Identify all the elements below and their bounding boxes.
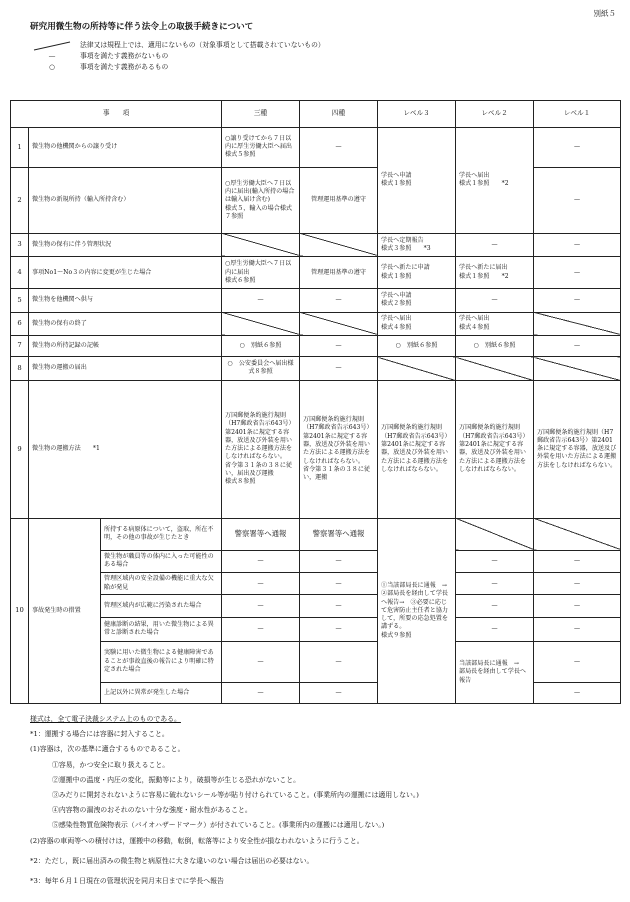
not-applicable-cell <box>534 312 621 335</box>
circle-symbol: ○ <box>49 63 55 71</box>
table-row <box>11 550 621 572</box>
row-label: 事故発生時の措置 <box>29 518 101 703</box>
note-item: ⑤感染性物質危険物表示（バイオハザードマーク）が付されていること。(事業所内の運搬には適用しない。) <box>52 821 385 830</box>
procedure-table <box>10 100 621 704</box>
table-row <box>11 312 621 335</box>
row-label: 微生物の運搬方法 *1 <box>29 380 222 518</box>
level2-cell: — <box>456 233 534 256</box>
level1-cell: — <box>534 573 621 595</box>
class3-cell: — <box>222 617 300 641</box>
class4-cell: 警察署等へ通報 <box>300 518 378 550</box>
class3-cell: — <box>222 682 300 703</box>
class3-cell: 警察署等へ通報 <box>222 518 300 550</box>
note-1: *1：運搬する場合には容器に封入すること。 <box>30 730 169 739</box>
level2-cell: 学長へ届出 様式１参照 *2 <box>456 127 534 233</box>
page-label: 別紙５ <box>593 9 616 18</box>
class3-cell: ○ 別紙６参照 <box>222 335 300 356</box>
level1-cell: — <box>534 167 621 233</box>
header-level1: レベル１ <box>534 101 621 128</box>
class4-cell: — <box>300 573 378 595</box>
level1-cell: — <box>534 233 621 256</box>
legend-text: 事項を満たす義務があるもの <box>80 63 169 71</box>
level3-cell: 学長へ届出 様式４参照 <box>378 312 456 335</box>
row-number: 3 <box>11 233 29 256</box>
class4-cell: — <box>300 550 378 572</box>
header-level3: レベル３ <box>378 101 456 128</box>
header-item: 事 項 <box>11 101 222 128</box>
level2-cell: — <box>456 617 534 641</box>
row-label: 微生物の保有の終了 <box>29 312 222 335</box>
row-number: 9 <box>11 380 29 518</box>
legend-text: 法律又は規程上では、適用にないもの（対象事項として搭載されていないもの） <box>80 41 325 49</box>
note-item: ④内容物の漏洩のおそれのない十分な強度・耐水性があること。 <box>52 806 252 815</box>
level3-cell: 学長へ新たに申請 様式１参照 <box>378 257 456 289</box>
row-number: 8 <box>11 357 29 380</box>
level3-cell: ①当該部局長に通報 → ②部局長を経由して学長へ報告→ ③必要に応じて危害防止主任者と協力して，所要の応急処置を講ずる。 様式９参照 <box>378 518 456 703</box>
dash-symbol: — <box>48 52 56 60</box>
not-applicable-cell <box>456 518 534 550</box>
legend-row-obligation <box>30 62 325 73</box>
class3-cell: — <box>222 550 300 572</box>
class3-cell: ○厚生労働大臣へ７日以内に届出(輸入所持の場合は輸入届け含む) 様式５，輸入の場合様式７参照 <box>222 167 300 233</box>
class4-cell: 管理運用基準の遵守 <box>300 167 378 233</box>
legend-text: 事項を満たす義務がないもの <box>80 52 169 60</box>
class4-cell: — <box>300 595 378 617</box>
legend-row-no-obligation <box>30 51 325 62</box>
not-applicable-cell <box>378 357 456 380</box>
row-number: 2 <box>11 167 29 233</box>
note-1-loading: (2)容器の車両等への積付けは，運搬中の移動，転倒，転落等により安全性が損なわれないように行うこと。 <box>30 836 364 845</box>
table-row <box>11 617 621 641</box>
table-row <box>11 642 621 682</box>
level1-cell: — <box>534 595 621 617</box>
table-row <box>11 518 621 550</box>
header-row <box>11 101 621 128</box>
level3-cell: ○ 別紙６参照 <box>378 335 456 356</box>
row-number: 6 <box>11 312 29 335</box>
table-row <box>11 289 621 312</box>
sub-row-label: 管理区域内が広範に汚染された場合 <box>101 595 222 617</box>
document-title: 研究用微生物の所持等に伴う法令上の取扱手続きについて <box>30 22 254 32</box>
class4-cell: — <box>300 289 378 312</box>
class3-cell: — <box>222 289 300 312</box>
class3-cell: ○譲り受けてから７日以内に厚生労働大臣へ届出 様式５参照 <box>222 127 300 167</box>
note-item: ①容易，かつ安全に取り扱えること。 <box>52 760 170 769</box>
not-applicable-cell <box>300 312 378 335</box>
notes <box>30 712 625 889</box>
note-item: ②運搬中の温度・内圧の変化，振動等により，破損等が生じる恐れがないこと。 <box>52 775 301 784</box>
table-row <box>11 127 621 167</box>
row-label: 微生物の新規所持（輸入所持含む） <box>29 167 222 233</box>
legend-row-not-applicable <box>30 40 325 51</box>
header-class3: 三種 <box>222 101 300 128</box>
level1-cell: — <box>534 335 621 356</box>
level1-cell: 万国郵便条約施行規則（H7郵政省告示643号）第2401条に規定する容器，放送及び外装を用いた方法による運搬方法をしなければならない。 <box>534 380 621 518</box>
level3-cell: 学長へ定期報告 様式３参照 *3 <box>378 233 456 256</box>
header-class4: 四種 <box>300 101 378 128</box>
class3-cell: — <box>222 595 300 617</box>
not-applicable-cell <box>300 233 378 256</box>
note-2: *2：ただし，既に届出済みの微生物と病原性に大きな違いのない場合は届出の必要はない。 <box>30 856 314 865</box>
note-1-container: (1)容器は，次の基準に適合するものであること。 <box>30 745 185 754</box>
class4-cell: — <box>300 682 378 703</box>
row-number: 7 <box>11 335 29 356</box>
level2-cell: 学長へ新たに届出 様式１参照 *2 <box>456 257 534 289</box>
note-item: ③みだりに開封されないように容易に破れないシール等が貼り付けられていること。(事業所内の運搬には適用しない。) <box>52 791 419 800</box>
not-applicable-cell <box>534 518 621 550</box>
level1-cell: — <box>534 550 621 572</box>
sub-row-label: 上記以外に異常が発生した場合 <box>101 682 222 703</box>
class4-cell: — <box>300 642 378 682</box>
table-row <box>11 233 621 256</box>
sub-row-label: 実験に用いた微生物による健康障害であることが事故直後の報告により明確に特定された場合 <box>101 642 222 682</box>
table-row <box>11 257 621 289</box>
row-label: 微生物の他機関からの譲り受け <box>29 127 222 167</box>
level2-cell: ○ 別紙６参照 <box>456 335 534 356</box>
level2-cell: 万国郵便条約施行規則（H7郵政省告示643号）第2401条に規定する容器，放送及び外装を用いた方法による運搬方法をしなければならない。 <box>456 380 534 518</box>
row-label: 微生物の保有に伴う管理状況 <box>29 233 222 256</box>
level2-cell: — <box>456 595 534 617</box>
row-number: 4 <box>11 257 29 289</box>
class3-cell: ○厚生労働大臣へ７日以内に届出 様式６参照 <box>222 257 300 289</box>
table-row <box>11 573 621 595</box>
not-applicable-cell <box>456 357 534 380</box>
level1-cell: — <box>534 642 621 682</box>
level1-cell: — <box>534 289 621 312</box>
row-label: 事項No1〜No３の内容に変更が生じた場合 <box>29 257 222 289</box>
level2-cell: — <box>456 573 534 595</box>
not-applicable-cell <box>534 357 621 380</box>
level1-cell: — <box>534 127 621 167</box>
level2-cell: 学長へ届出 様式４参照 <box>456 312 534 335</box>
sub-row-label: 健康診断の結果，用いた微生物による異常と診断された場合 <box>101 617 222 641</box>
row-label: 微生物の所持記録の記帳 <box>29 335 222 356</box>
level1-cell: — <box>534 617 621 641</box>
note-system: 様式は，全て電子決裁システム上のものである。 <box>30 715 181 723</box>
sub-row-label: 微生物が職員等の体内に入った可能性のある場合 <box>101 550 222 572</box>
level1-cell: — <box>534 682 621 703</box>
class4-cell: — <box>300 127 378 167</box>
header-level2: レベル２ <box>456 101 534 128</box>
table-row <box>11 595 621 617</box>
class4-cell: — <box>300 335 378 356</box>
table-row <box>11 357 621 380</box>
class4-cell: 管理運用基準の遵守 <box>300 257 378 289</box>
class4-cell: — <box>300 357 378 380</box>
legend <box>30 40 325 73</box>
table-row <box>11 335 621 356</box>
sub-row-label: 管理区域内の安全設備の機能に重大な欠陥が発見 <box>101 573 222 595</box>
row-number: 5 <box>11 289 29 312</box>
row-label: 微生物の運搬の届出 <box>29 357 222 380</box>
level3-cell: 学長へ申請 様式１参照 <box>378 127 456 233</box>
not-applicable-cell <box>222 312 300 335</box>
class3-cell: ○ 公安委員会へ届出様式８参照 <box>222 357 300 380</box>
row-number: 10 <box>11 518 29 703</box>
level2-cell: — <box>456 550 534 572</box>
level2-cell: — <box>456 289 534 312</box>
level2-cell: 当該部局長に通報 → 部局長を経由して学長へ報告 <box>456 642 534 704</box>
class4-cell: — <box>300 617 378 641</box>
not-applicable-cell <box>222 233 300 256</box>
class3-cell: — <box>222 573 300 595</box>
slash-symbol-icon <box>32 41 72 51</box>
sub-row-label: 所持する病原体について，盗取，所在不明，その他の事故が生じたとき <box>101 518 222 550</box>
class4-cell: 万国郵便条約施行規則（H7郵政省告示643号）第2401条に規定する容器，放送及び外装を用いた方法による運搬方法をしなければならない。 省令第３１条の３８に従い，運搬 <box>300 380 378 518</box>
row-number: 1 <box>11 127 29 167</box>
level1-cell: — <box>534 257 621 289</box>
level3-cell: 万国郵便条約施行規則（H7郵政省告示643号）第2401条に規定する容器，放送及び外装を用いた方法による運搬方法をしなければならない。 <box>378 380 456 518</box>
note-3: *3：毎年６月１日現在の管理状況を同月末日までに学長へ報告 <box>30 877 224 886</box>
class3-cell: — <box>222 642 300 682</box>
level3-cell: 学長へ申請 様式２参照 <box>378 289 456 312</box>
table-row <box>11 380 621 518</box>
class3-cell: 万国郵便条約施行規則（H7郵政省告示643号）第2401条に規定する容器，放送及び外装を用いた方法による運搬方法をしなければならない。 省令第３１条の３８に従い，届出及び運搬 様式８参照 <box>222 380 300 518</box>
row-label: 微生物を他機関へ供与 <box>29 289 222 312</box>
